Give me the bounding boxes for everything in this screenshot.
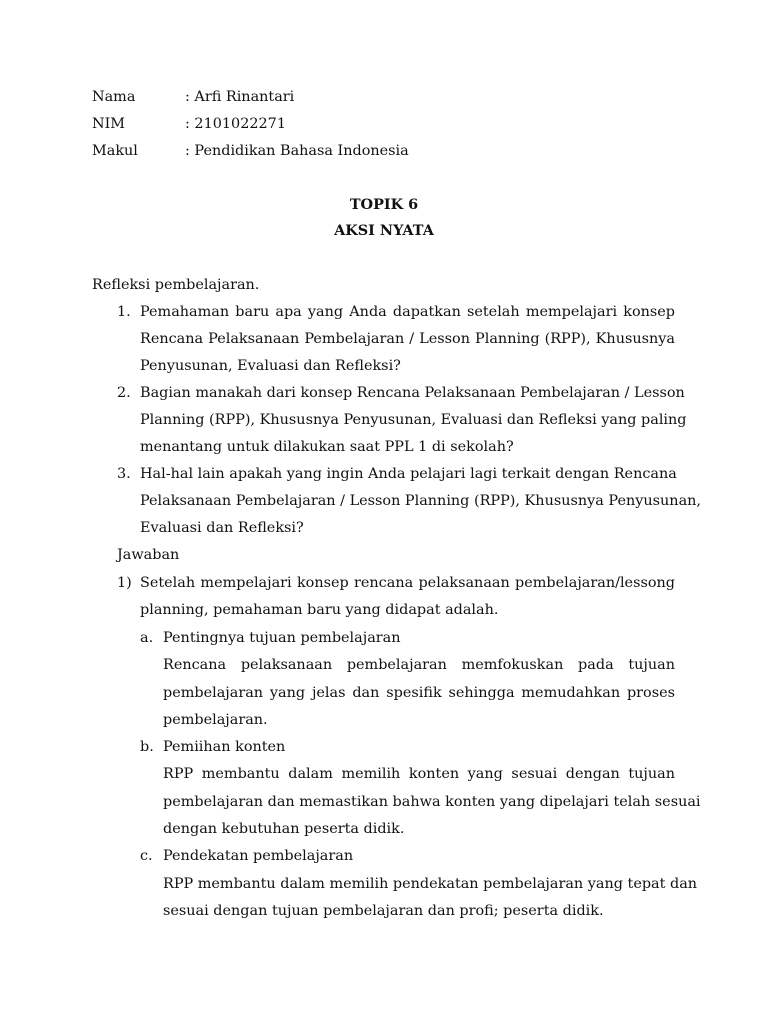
- answer-number: 1): [117, 575, 132, 591]
- question-number: 1.: [117, 304, 131, 320]
- answer-line: planning, pemahaman baru yang didapat adalah.: [140, 602, 499, 618]
- title-topik: TOPIK 6: [349, 196, 419, 213]
- answer-heading: Jawaban: [117, 547, 180, 563]
- question-line: Pelaksanaan Pembelajaran / Lesson Planning (RPP), Khususnya Penyusunan,: [140, 493, 701, 509]
- item-line: pembelajaran.: [163, 712, 268, 728]
- question-line: Penyusunan, Evaluasi dan Refleksi?: [140, 358, 401, 374]
- item-line: Rencana pelaksanaan pembelajaran memfokuskan pada tujuan: [163, 657, 675, 673]
- item-title: Pemiihan konten: [163, 739, 286, 755]
- answer-line: Setelah mempelajari konsep rencana pelaksanaan pembelajaran/lessong: [140, 575, 675, 591]
- item-line: sesuai dengan tujuan pembelajaran dan profi; peserta didik.: [163, 903, 604, 919]
- item-title: Pentingnya tujuan pembelajaran: [163, 630, 401, 646]
- makul-value: : Pendidikan Bahasa Indonesia: [185, 143, 409, 159]
- item-line: RPP membantu dalam memilih pendekatan pembelajaran yang tepat dan: [163, 876, 698, 892]
- question-line: Evaluasi dan Refleksi?: [140, 520, 304, 536]
- nim-label: NIM: [92, 116, 126, 132]
- item-letter: c.: [140, 848, 153, 864]
- question-number: 2.: [117, 385, 131, 401]
- item-letter: b.: [140, 739, 154, 755]
- question-line: Hal-hal lain apakah yang ingin Anda pelajari lagi terkait dengan Rencana: [140, 466, 677, 482]
- section-heading: Refleksi pembelajaran.: [92, 277, 260, 293]
- item-line: pembelajaran dan memastikan bahwa konten yang dipelajari telah sesuai: [163, 794, 701, 810]
- question-line: menantang untuk dilakukan saat PPL 1 di sekolah?: [140, 439, 514, 455]
- nama-value: : Arfi Rinantari: [185, 89, 295, 105]
- question-line: Bagian manakah dari konsep Rencana Pelaksanaan Pembelajaran / Lesson: [140, 385, 685, 401]
- item-line: pembelajaran yang jelas dan spesifik sehingga memudahkan proses: [163, 685, 675, 701]
- nama-label: Nama: [92, 89, 136, 105]
- item-title: Pendekatan pembelajaran: [163, 848, 354, 864]
- makul-label: Makul: [92, 143, 138, 159]
- question-line: Rencana Pelaksanaan Pembelajaran / Lesson Planning (RPP), Khususnya: [140, 331, 675, 347]
- item-letter: a.: [140, 630, 154, 646]
- item-line: dengan kebutuhan peserta didik.: [163, 821, 405, 837]
- title-aksi-nyata: AKSI NYATA: [334, 222, 434, 239]
- nim-value: : 2101022271: [185, 116, 286, 132]
- question-line: Pemahaman baru apa yang Anda dapatkan setelah mempelajari konsep: [140, 304, 675, 320]
- item-line: RPP membantu dalam memilih konten yang sesuai dengan tujuan: [163, 766, 675, 782]
- question-number: 3.: [117, 466, 131, 482]
- question-line: Planning (RPP), Khususnya Penyusunan, Evaluasi dan Refleksi yang paling: [140, 412, 687, 428]
